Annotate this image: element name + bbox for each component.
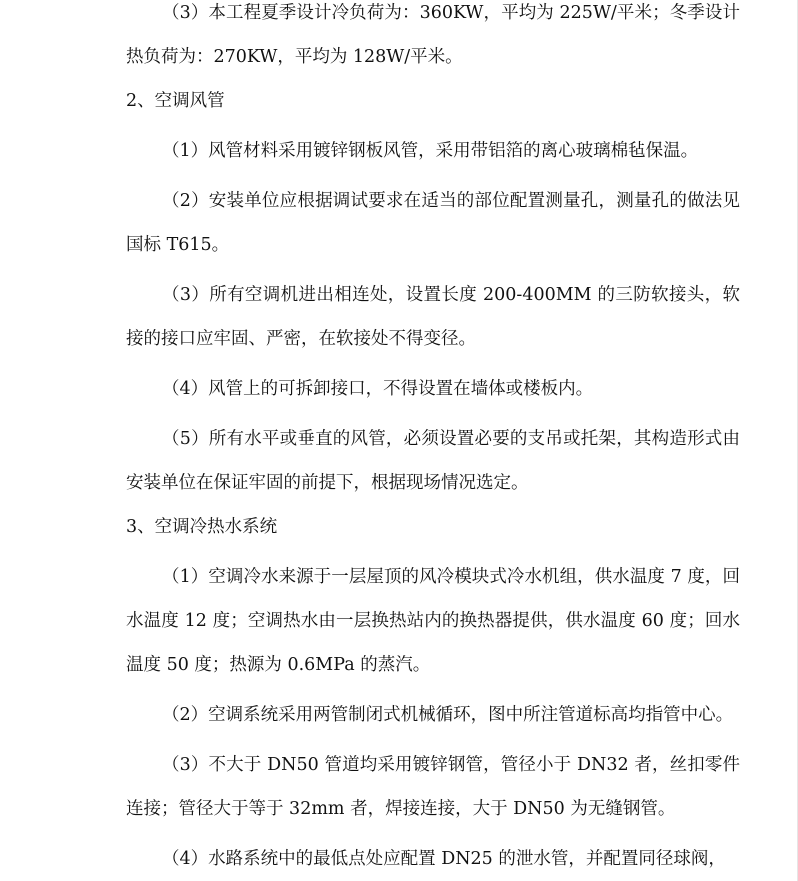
section-heading-water-system: 3、空调冷热水系统	[126, 517, 278, 537]
section-heading-air-duct: 2、空调风管	[126, 91, 225, 111]
paragraph-duct-supports: （5）所有水平或垂直的风管，必须设置必要的支吊或托架，其构造形式由安装单位在保证牢固的前提下，根据现场情况选定。	[126, 429, 740, 493]
paragraph-duct-measuring-holes: （2）安装单位应根据调试要求在适当的部位配置测量孔，测量孔的做法见国标 T615。	[126, 191, 740, 255]
paragraph-duct-material: （1）风管材料采用镀锌钢板风管，采用带铝箔的离心玻璃棉毡保温。	[162, 141, 699, 161]
paragraph-cooling-load: （3）本工程夏季设计冷负荷为：360KW，平均为 225W/平米；冬季设计热负荷为：270KW，平均为 128W/平米。	[126, 3, 740, 67]
paragraph-water-circulation: （2）空调系统采用两管制闭式机械循环，图中所注管道标高均指管中心。	[162, 705, 734, 725]
paragraph-water-drain: （4）水路系统中的最低点处应配置 DN25 的泄水管，并配置同径球阀，	[162, 849, 726, 869]
paragraph-water-pipes: （3）不大于 DN50 管道均采用镀锌钢管，管径小于 DN32 者，丝扣零件连接；管径大于等于 32mm 者，焊接连接，大于 DN50 为无缝钢管。	[126, 755, 740, 819]
paragraph-duct-soft-joints: （3）所有空调机进出相连处，设置长度 200-400MM 的三防软接头，软接的接口应牢固、严密，在软接处不得变径。	[126, 285, 740, 349]
document-page	[126, 0, 740, 881]
paragraph-water-source: （1）空调冷水来源于一层屋顶的风冷模块式冷水机组，供水温度 7 度，回水温度 12 度；空调热水由一层换热站内的换热器提供，供水温度 60 度；回水温度 50 度；热源为 0.6MPa 的蒸汽。	[126, 567, 740, 675]
paragraph-duct-removable-joints: （4）风管上的可拆卸接口，不得设置在墙体或楼板内。	[162, 379, 594, 399]
